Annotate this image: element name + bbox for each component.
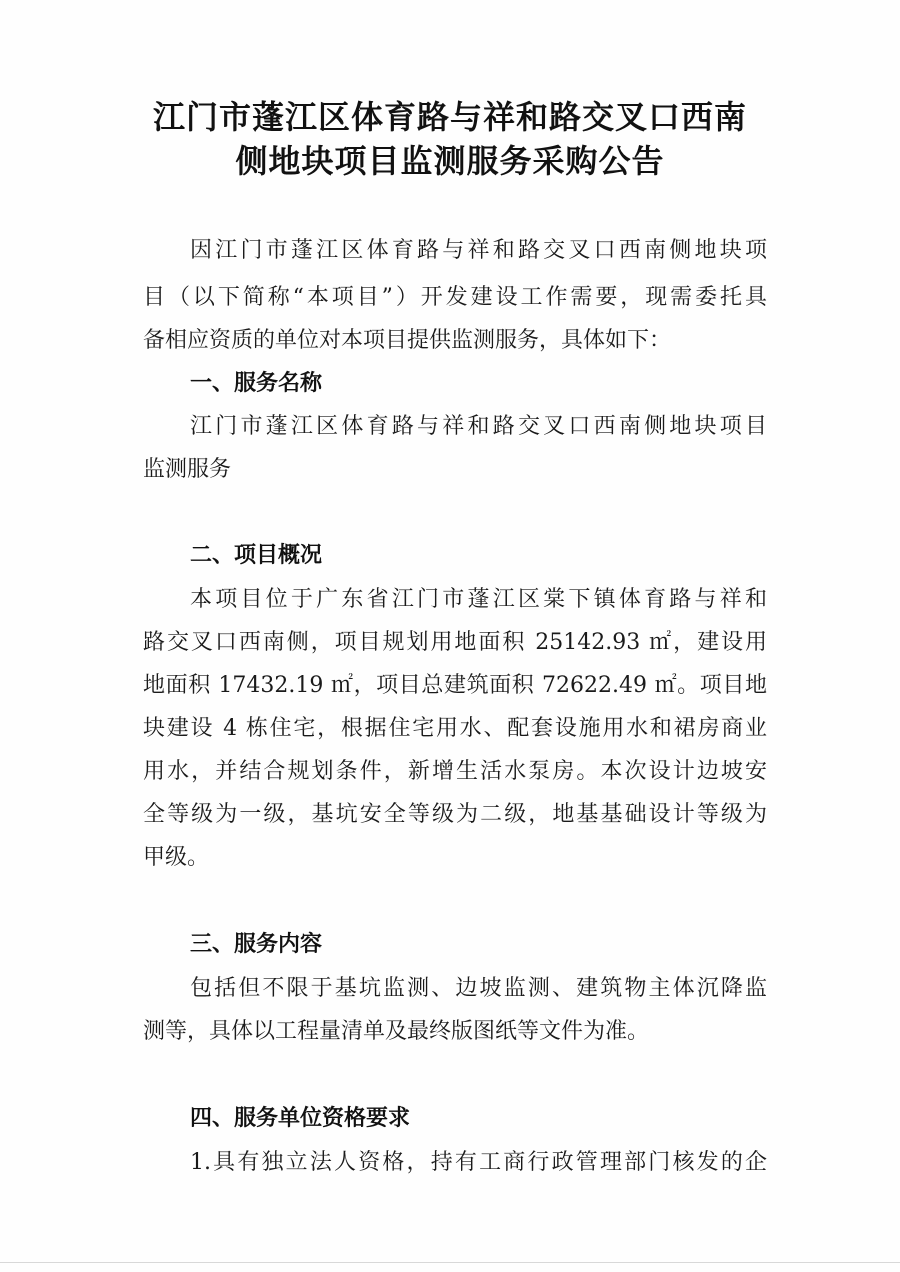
intro-line-1: 因江门市蓬江区体育路与祥和路交叉口西南侧地块项: [190, 238, 767, 263]
section-heading-project-overview: 二、项目概况: [190, 543, 323, 568]
overview-line-6: 全等级为一级，基坑安全等级为二级，地基基础设计等级为: [143, 802, 767, 827]
page-bottom-edge: [0, 1262, 900, 1263]
service-name-line-1: 江门市蓬江区体育路与祥和路交叉口西南侧地块项目: [190, 414, 767, 439]
overview-line-2: 路交叉口西南侧，项目规划用地面积 25142.93 ㎡，建设用: [143, 630, 767, 655]
qualification-line-1: 1.具有独立法人资格，持有工商行政管理部门核发的企: [190, 1150, 767, 1175]
document-title-line-1: 江门市蓬江区体育路与祥和路交叉口西南: [152, 98, 747, 136]
intro-line-2: 目（以下简称“本项目”）开发建设工作需要，现需委托具: [143, 285, 767, 310]
overview-line-4: 块建设 4 栋住宅，根据住宅用水、配套设施用水和裙房商业: [143, 716, 767, 741]
service-name-line-2: 监测服务: [143, 457, 232, 482]
document-title-line-2: 侧地块项目监测服务采购公告: [235, 142, 665, 180]
content-line-2: 测等，具体以工程量清单及最终版图纸等文件为准。: [143, 1019, 650, 1044]
overview-line-1: 本项目位于广东省江门市蓬江区棠下镇体育路与祥和: [190, 587, 767, 612]
section-heading-service-content: 三、服务内容: [190, 932, 323, 957]
section-heading-qualification: 四、服务单位资格要求: [190, 1106, 411, 1131]
overview-line-7: 甲级。: [143, 845, 210, 870]
intro-line-3: 备相应资质的单位对本项目提供监测服务，具体如下：: [143, 328, 672, 353]
overview-line-3: 地面积 17432.19 ㎡，项目总建筑面积 72622.49 ㎡。项目地: [143, 673, 767, 698]
overview-line-5: 用水，并结合规划条件，新增生活水泵房。本次设计边坡安: [143, 759, 767, 784]
content-line-1: 包括但不限于基坑监测、边坡监测、建筑物主体沉降监: [190, 976, 767, 1001]
section-heading-service-name: 一、服务名称: [190, 371, 323, 396]
